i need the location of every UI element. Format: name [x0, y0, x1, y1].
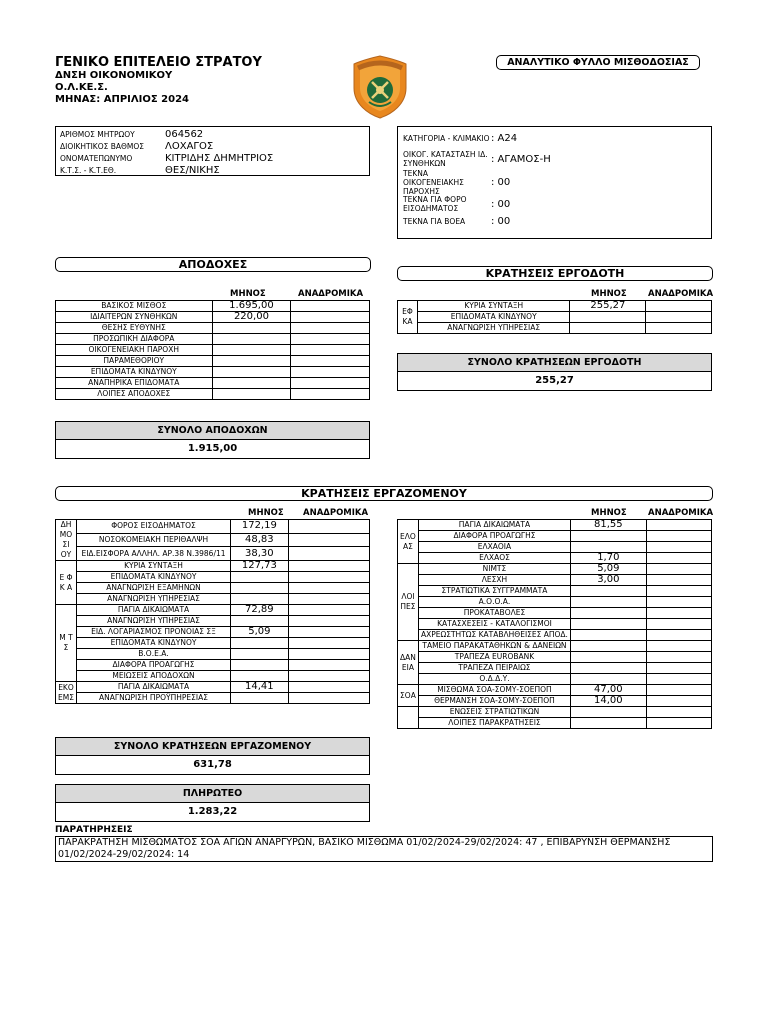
table-row [56, 345, 370, 356]
value-full-name: ΚΙΤΡΙΔΗΣ ΔΗΜΗΤΡΙΟΣ [165, 153, 274, 164]
deduction-month-value: 5,09 [571, 564, 647, 575]
earning-retro-value [291, 323, 370, 334]
employee-left-table [55, 519, 370, 704]
table-row [56, 649, 370, 660]
employer-month-value [570, 312, 646, 323]
earnings-col-retro: ΑΝΑΔΡΟΜΙΚΑ [298, 289, 364, 299]
status-value: : 00 [491, 215, 511, 227]
deduction-label: ΑΝΑΓΝΩΡΙΣΗ ΥΠΗΡΕΣΙΑΣ [76, 616, 230, 627]
deduction-month-value [571, 707, 647, 718]
deduction-label: ΜΕΙΩΣΕΙΣ ΑΠΟΔΟΧΩΝ [76, 671, 230, 682]
employer-title: ΚΡΑΤΗΣΕΙΣ ΕΡΓΟΔΟΤΗ [397, 266, 713, 281]
deduction-month-value [571, 718, 647, 729]
table-row [398, 608, 712, 619]
deduction-label: Β.Ο.Ε.Α. [76, 649, 230, 660]
deduction-month-value: 1,70 [571, 553, 647, 564]
deduction-month-value [231, 671, 289, 682]
deduction-retro-value [288, 533, 369, 547]
deduction-label: ΘΕΡΜΑΝΣΗ ΣΟΑ-ΣΟΜΥ-ΣΟΕΠΟΠ [418, 696, 570, 707]
deduction-label: ΤΑΜΕΙΟ ΠΑΡΑΚΑΤΑΘΗΚΩΝ & ΔΑΝΕΙΩΝ [418, 641, 570, 652]
deduction-month-value: 38,30 [231, 547, 289, 561]
deduction-retro-value [646, 696, 711, 707]
table-row [398, 718, 712, 729]
earnings-col-month: ΜΗΝΟΣ [230, 289, 266, 299]
table-row [56, 583, 370, 594]
earning-month-value [212, 345, 291, 356]
status-value: : 00 [491, 176, 511, 188]
employer-retro-value [646, 301, 712, 312]
earnings-total-box [55, 421, 370, 459]
deduction-month-value: 14,00 [571, 696, 647, 707]
employer-table [397, 300, 712, 334]
deduction-retro-value [288, 605, 369, 616]
earning-label: ΒΑΣΙΚΟΣ ΜΙΣΘΟΣ [56, 301, 213, 312]
deduction-month-value: 5,09 [231, 627, 289, 638]
deduction-retro-value [646, 531, 711, 542]
deduction-retro-value [288, 627, 369, 638]
deduction-retro-value [646, 630, 711, 641]
earnings-total-label: ΣΥΝΟΛΟ ΑΠΟΔΟΧΩΝ [56, 422, 369, 440]
table-row [56, 638, 370, 649]
table-row [56, 520, 370, 534]
deduction-label: ΛΕΣΧΗ [418, 575, 570, 586]
table-row [56, 572, 370, 583]
earning-label: ΑΝΑΠΗΡΙΚΑ ΕΠΙΔΟΜΑΤΑ [56, 378, 213, 389]
employer-retro-value [646, 323, 712, 334]
employer-total-value: 255,27 [535, 375, 574, 386]
deduction-label: ΕΝΩΣΕΙΣ ΣΤΡΑΤΙΩΤΙΚΩΝ [418, 707, 570, 718]
deduction-month-value [571, 542, 647, 553]
deduction-group-label: ΕΛΟ ΑΣ [398, 520, 419, 564]
employee-right-table [397, 519, 712, 729]
doc-title: ΑΝΑΛΥΤΙΚΟ ΦΥΛΛΟ ΜΙΣΘΟΔΟΣΙΑΣ [496, 55, 700, 70]
deduction-month-value: 48,83 [231, 533, 289, 547]
deduction-month-value: 3,00 [571, 575, 647, 586]
deduction-month-value [571, 597, 647, 608]
table-row [398, 685, 712, 696]
earnings-total-value: 1.915,00 [187, 443, 238, 454]
earning-label: ΙΔΙΑΙΤΕΡΩΝ ΣΥΝΘΗΚΩΝ [56, 312, 213, 323]
table-row [398, 663, 712, 674]
deduction-label: Ο.Δ.Δ.Υ. [418, 674, 570, 685]
status-rows [403, 128, 706, 228]
earning-month-value: 1.695,00 [212, 301, 291, 312]
deduction-month-value [571, 630, 647, 641]
deduction-retro-value [646, 564, 711, 575]
employer-col-month: ΜΗΝΟΣ [591, 289, 627, 299]
earning-month-value [212, 356, 291, 367]
deduction-label: ΚΥΡΙΑ ΣΥΝΤΑΞΗ [76, 561, 230, 572]
table-row [398, 619, 712, 630]
table-row [398, 696, 712, 707]
employee-title: ΚΡΑΤΗΣΕΙΣ ΕΡΓΑΖΟΜΕΝΟΥ [55, 486, 713, 501]
deduction-label: ΔΙΑΦΟΡΑ ΠΡΟΑΓΩΓΗΣ [76, 660, 230, 671]
deduction-month-value [231, 572, 289, 583]
table-row [56, 660, 370, 671]
deduction-group-label: ΛΟΙ ΠΕΣ [398, 564, 419, 641]
label-rank: ΔΙΟΙΚΗΤΙΚΟΣ ΒΑΘΜΟΣ [60, 142, 145, 151]
employer-row-label: ΚΥΡΙΑ ΣΥΝΤΑΞΗ [417, 301, 570, 312]
deduction-label: ΑΧΡΕΩΣΤΗΤΩΣ ΚΑΤΑΒΛΗΘΕΙΣΕΣ ΑΠΟΔ. [418, 630, 570, 641]
deduction-label: ΠΑΓΙΑ ΔΙΚΑΙΩΜΑΤΑ [418, 520, 570, 531]
deduction-group-label: Ε Φ Κ Α [56, 561, 77, 605]
deduction-label: ΕΙΔ. ΛΟΓΑΡΙΑΣΜΟΣ ΠΡΟΝΟΙΑΣ ΣΞ [76, 627, 230, 638]
deduction-retro-value [646, 619, 711, 630]
deduction-retro-value [288, 583, 369, 594]
employer-col-retro: ΑΝΑΔΡΟΜΙΚΑ [648, 289, 714, 299]
earning-retro-value [291, 389, 370, 400]
earning-label: ΠΡΟΣΩΠΙΚΗ ΔΙΑΦΟΡΑ [56, 334, 213, 345]
table-row [56, 533, 370, 547]
employee-left-col-month: ΜΗΝΟΣ [248, 508, 284, 518]
deduction-month-value: 72,89 [231, 605, 289, 616]
status-row [403, 128, 706, 148]
deduction-group-label: ΕΚΟ ΕΜΣ [56, 682, 77, 704]
status-row [403, 194, 706, 214]
earning-month-value [212, 334, 291, 345]
earning-month-value [212, 323, 291, 334]
table-row [56, 367, 370, 378]
status-value: : Α24 [491, 132, 518, 144]
status-row [403, 148, 706, 170]
deduction-month-value [231, 660, 289, 671]
deduction-label: ΠΑΓΙΑ ΔΙΚΑΙΩΜΑΤΑ [76, 605, 230, 616]
deduction-label: ΠΑΓΙΑ ΔΙΚΑΙΩΜΑΤΑ [76, 682, 230, 693]
deduction-retro-value [288, 572, 369, 583]
table-row [56, 378, 370, 389]
employee-right-col-month: ΜΗΝΟΣ [591, 508, 627, 518]
status-label: ΤΕΚΝΑ ΟΙΚΟΓΕΝΕΙΑΚΗΣ ΠΑΡΟΧΗΣ [403, 168, 464, 196]
table-row [56, 594, 370, 605]
table-row [56, 627, 370, 638]
deduction-label: ΕΛΧΑΟΙΑ [418, 542, 570, 553]
deduction-retro-value [646, 641, 711, 652]
deduction-month-value: 81,55 [571, 520, 647, 531]
earning-month-value: 220,00 [212, 312, 291, 323]
person-values [165, 129, 273, 177]
remarks-text: ΠΑΡΑΚΡΑΤΗΣΗ ΜΙΣΘΩΜΑΤΟΣ ΣΟΑ ΑΓΙΩΝ ΑΝΑΡΓΥΡΩΝ, ΒΑΣΙΚΟ ΜΙΣΘΩΜΑ 01/02/2024-29/02/2024: 47 , ΕΠΙΒΑΡΥΝΣΗ ΘΕΡΜΑΝΣΗΣ 01/02/2024-29/02/2024: 14 [55, 836, 713, 862]
deduction-retro-value [288, 660, 369, 671]
person-info-box [55, 126, 370, 176]
deduction-retro-value [288, 520, 369, 534]
deduction-label: ΜΙΣΘΩΜΑ ΣΟΑ-ΣΟΜΥ-ΣΟΕΠΟΠ [418, 685, 570, 696]
deduction-label: ΚΑΤΑΣΧΕΣΕΙΣ - ΚΑΤΑΛΟΓΙΣΜΟΙ [418, 619, 570, 630]
deduction-label: ΤΡΑΠΕΖΑ EUROBANK [418, 652, 570, 663]
status-label: ΚΑΤΗΓΟΡΙΑ - ΚΛΙΜΑΚΙΟ [403, 133, 490, 143]
earning-retro-value [291, 301, 370, 312]
deduction-month-value [231, 638, 289, 649]
earning-month-value [212, 367, 291, 378]
deduction-label: ΝΙΜΤΣ [418, 564, 570, 575]
table-row [398, 707, 712, 718]
deduction-label: ΕΠΙΔΟΜΑΤΑ ΚΙΝΔΥΝΟΥ [76, 638, 230, 649]
deduction-retro-value [288, 561, 369, 572]
earning-label: ΘΕΣΗΣ ΕΥΘΥΝΗΣ [56, 323, 213, 334]
earning-retro-value [291, 378, 370, 389]
earning-label: ΠΑΡΑΜΕΘΟΡΙΟΥ [56, 356, 213, 367]
deduction-group-label: Μ Τ Σ [56, 605, 77, 682]
earning-label: ΟΙΚΟΓΕΝΕΙΑΚΗ ΠΑΡΟΧΗ [56, 345, 213, 356]
earning-month-value [212, 389, 291, 400]
employee-total-label: ΣΥΝΟΛΟ ΚΡΑΤΗΣΕΩΝ ΕΡΓΑΖΟΜΕΝΟΥ [56, 738, 369, 756]
deduction-label: ΛΟΙΠΕΣ ΠΑΡΑΚΡΑΤΗΣΕΙΣ [418, 718, 570, 729]
earnings-table [55, 300, 370, 400]
deduction-label: ΣΤΡΑΤΙΩΤΙΚΑ ΣΥΓΓΡΑΜΜΑΤΑ [418, 586, 570, 597]
deduction-retro-value [288, 638, 369, 649]
deduction-group-label: ΣΟΑ [398, 685, 419, 707]
payable-value: 1.283,22 [187, 806, 238, 817]
status-row [403, 170, 706, 194]
deduction-retro-value [646, 520, 711, 531]
label-kts: Κ.Τ.Σ. - Κ.Τ.ΕΘ. [60, 166, 117, 175]
earning-label: ΕΠΙΔΟΜΑΤΑ ΚΙΝΔΥΝΟΥ [56, 367, 213, 378]
value-registry-number: 064562 [165, 129, 204, 140]
table-row [398, 531, 712, 542]
deduction-label: Α.Ο.Ο.Α. [418, 597, 570, 608]
deduction-retro-value [646, 674, 711, 685]
deduction-label: ΝΟΣΟΚΟΜΕΙΑΚΗ ΠΕΡΙΘΑΛΨΗ [76, 533, 230, 547]
person-labels [60, 129, 165, 177]
status-label: ΤΕΚΝΑ ΓΙΑ ΒΟΕΑ [403, 216, 466, 226]
deduction-month-value [231, 693, 289, 704]
table-row [56, 671, 370, 682]
deduction-label: ΑΝΑΓΝΩΡΙΣΗ ΥΠΗΡΕΣΙΑΣ [76, 594, 230, 605]
table-row [398, 630, 712, 641]
deduction-label: ΕΛΧΑΟΣ [418, 553, 570, 564]
deduction-month-value [571, 663, 647, 674]
employer-row-label: ΑΝΑΓΝΩΡΙΣΗ ΥΠΗΡΕΣΙΑΣ [417, 323, 570, 334]
table-row [398, 542, 712, 553]
deduction-label: ΑΝΑΓΝΩΡΙΣΗ ΠΡΟΫΠΗΡΕΣΙΑΣ [76, 693, 230, 704]
table-row [398, 597, 712, 608]
payable-label: ΠΛΗΡΩΤΕΟ [56, 785, 369, 803]
deduction-month-value: 14,41 [231, 682, 289, 693]
deduction-retro-value [646, 553, 711, 564]
deduction-label: ΤΡΑΠΕΖΑ ΠΕΙΡΑΙΩΣ [418, 663, 570, 674]
deduction-retro-value [646, 685, 711, 696]
employer-total-label: ΣΥΝΟΛΟ ΚΡΑΤΗΣΕΩΝ ΕΡΓΟΔΟΤΗ [398, 354, 711, 372]
table-row [398, 652, 712, 663]
org-title: ΓΕΝΙΚΟ ΕΠΙΤΕΛΕΙΟ ΣΤΡΑΤΟΥ [55, 55, 262, 70]
employee-total-value: 631,78 [193, 759, 232, 770]
table-row [398, 301, 712, 312]
table-row [398, 575, 712, 586]
deduction-month-value [231, 594, 289, 605]
deduction-month-value: 47,00 [571, 685, 647, 696]
deduction-label: ΕΙΔ.ΕΙΣΦΟΡΑ ΑΛΛΗΛ. ΑΡ.38 Ν.3986/11 [76, 547, 230, 561]
deduction-retro-value [646, 586, 711, 597]
deduction-label: ΦΟΡΟΣ ΕΙΣΟΔΗΜΑΤΟΣ [76, 520, 230, 534]
deduction-group-label: ΔΗ ΜΟ ΣΙ ΟΥ [56, 520, 77, 561]
deduction-month-value [571, 619, 647, 630]
unit-name: Ο.Λ.ΚΕ.Σ. [55, 82, 108, 93]
deduction-month-value [571, 586, 647, 597]
employee-left-col-retro: ΑΝΑΔΡΟΜΙΚΑ [303, 508, 369, 518]
deduction-month-value [571, 531, 647, 542]
earning-month-value [212, 378, 291, 389]
table-row [398, 641, 712, 652]
deduction-month-value: 172,19 [231, 520, 289, 534]
deduction-retro-value [288, 693, 369, 704]
employer-month-value [570, 323, 646, 334]
deduction-month-value [571, 652, 647, 663]
employer-retro-value [646, 312, 712, 323]
deduction-retro-value [646, 608, 711, 619]
status-info-box [397, 126, 712, 239]
deduction-month-value [231, 649, 289, 660]
deduction-month-value [231, 583, 289, 594]
earning-retro-value [291, 312, 370, 323]
table-row [56, 682, 370, 693]
status-value: : 00 [491, 198, 511, 210]
deduction-label: ΑΝΑΓΝΩΡΙΣΗ ΕΞΑΜΗΝΩΝ [76, 583, 230, 594]
label-full-name: ΟΝΟΜΑΤΕΠΩΝΥΜΟ [60, 154, 133, 163]
deduction-retro-value [646, 652, 711, 663]
earning-retro-value [291, 334, 370, 345]
deduction-retro-value [646, 575, 711, 586]
employee-total-box [55, 737, 370, 775]
earning-retro-value [291, 367, 370, 378]
deduction-retro-value [646, 663, 711, 674]
value-rank: ΛΟΧΑΓΟΣ [165, 141, 214, 152]
table-row [56, 389, 370, 400]
table-row [398, 586, 712, 597]
table-row [398, 553, 712, 564]
remarks-label: ΠΑΡΑΤΗΡΗΣΕΙΣ [55, 825, 133, 835]
table-row [56, 312, 370, 323]
army-emblem-icon [350, 54, 410, 120]
label-registry-number: ΑΡΙΘΜΟΣ ΜΗΤΡΩΟΥ [60, 130, 135, 139]
employee-right-col-retro: ΑΝΑΔΡΟΜΙΚΑ [648, 508, 714, 518]
deduction-label: ΠΡΟΚΑΤΑΒΟΛΕΣ [418, 608, 570, 619]
deduction-retro-value [288, 594, 369, 605]
table-row [56, 605, 370, 616]
table-row [56, 616, 370, 627]
status-value: : ΑΓΑΜΟΣ-Η [491, 153, 551, 165]
status-label: ΟΙΚΟΓ. ΚΑΤΑΣΤΑΣΗ ΙΔ. ΣΥΝΘΗΚΩΝ [403, 150, 488, 168]
status-label: ΤΕΚΝΑ ΓΙΑ ΦΟΡΟ ΕΙΣΟΔΗΜΑΤΟΣ [403, 195, 467, 213]
status-row [403, 214, 706, 228]
payable-box [55, 784, 370, 822]
table-row [398, 312, 712, 323]
deduction-month-value [231, 616, 289, 627]
employer-total-box [397, 353, 712, 391]
deduction-retro-value [288, 547, 369, 561]
deduction-retro-value [288, 682, 369, 693]
table-row [398, 674, 712, 685]
deduction-group-label [398, 707, 419, 729]
deduction-month-value [571, 674, 647, 685]
month-label: ΜΗΝΑΣ: ΑΠΡΙΛΙΟΣ 2024 [55, 94, 190, 105]
deduction-label: ΕΠΙΔΟΜΑΤΑ ΚΙΝΔΥΝΟΥ [76, 572, 230, 583]
table-row [56, 356, 370, 367]
earnings-title: ΑΠΟΔΟΧΕΣ [55, 257, 371, 272]
deduction-retro-value [288, 671, 369, 682]
table-row [398, 520, 712, 531]
deduction-month-value [571, 641, 647, 652]
table-row [398, 323, 712, 334]
deduction-retro-value [646, 597, 711, 608]
table-row [56, 323, 370, 334]
deduction-label: ΔΙΑΦΟΡΑ ΠΡΟΑΓΩΓΗΣ [418, 531, 570, 542]
table-row [56, 334, 370, 345]
table-row [56, 561, 370, 572]
deduction-month-value: 127,73 [231, 561, 289, 572]
value-kts: ΘΕΣ/ΝΙΚΗΣ [165, 165, 220, 176]
employer-month-value: 255,27 [570, 301, 646, 312]
deduction-group-label: ΔΑΝ ΕΙΑ [398, 641, 419, 685]
deduction-retro-value [288, 649, 369, 660]
earning-retro-value [291, 356, 370, 367]
deduction-retro-value [646, 542, 711, 553]
table-row [56, 547, 370, 561]
employer-group-label: ΕΦ ΚΑ [398, 301, 418, 334]
earning-label: ΛΟΙΠΕΣ ΑΠΟΔΟΧΕΣ [56, 389, 213, 400]
deduction-retro-value [288, 616, 369, 627]
employer-row-label: ΕΠΙΔΟΜΑΤΑ ΚΙΝΔΥΝΟΥ [417, 312, 570, 323]
table-row [398, 564, 712, 575]
dept-name: ΔΝΣΗ ΟΙΚΟΝΟΜΙΚΟΥ [55, 70, 173, 81]
table-row [56, 693, 370, 704]
deduction-retro-value [646, 707, 711, 718]
deduction-retro-value [646, 718, 711, 729]
deduction-month-value [571, 608, 647, 619]
earning-retro-value [291, 345, 370, 356]
table-row [56, 301, 370, 312]
